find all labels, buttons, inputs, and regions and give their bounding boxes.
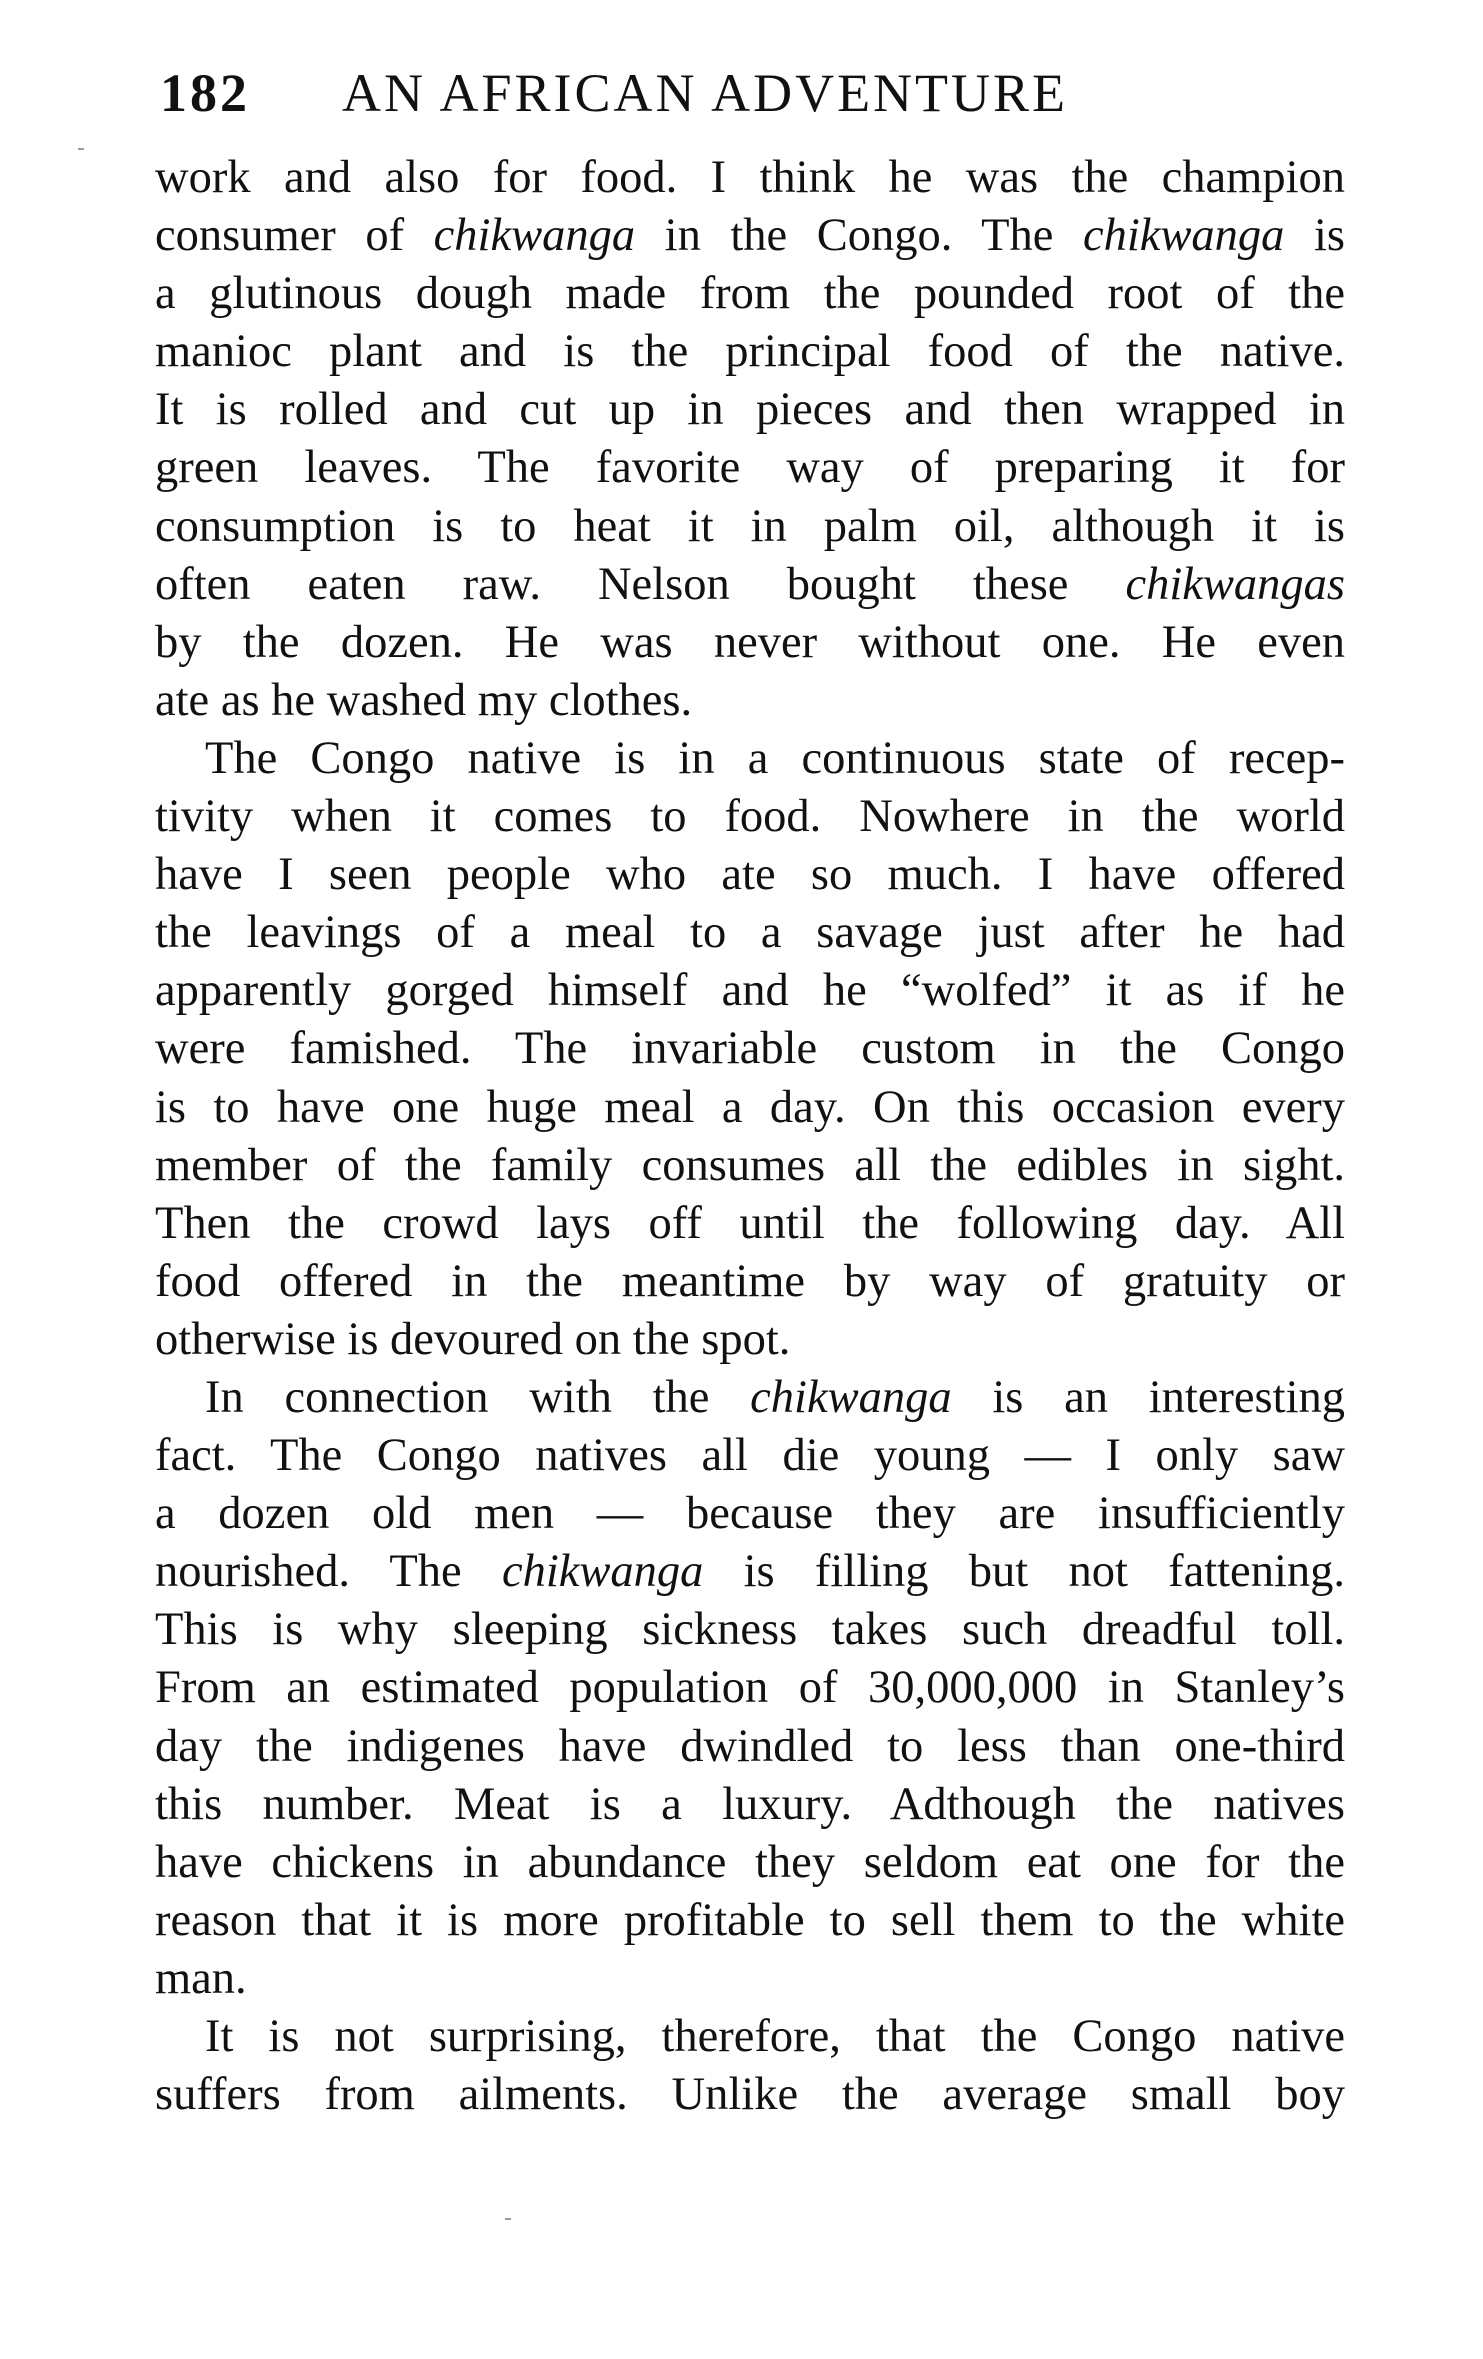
text-line: nourished. The chikwanga is filling but not fattening. <box>155 1546 1345 1598</box>
text-line: Then the crowd lays off until the following day. All <box>155 1197 1345 1249</box>
paragraph-1 <box>155 149 1345 730</box>
italic-word: chikwanga <box>501 1546 704 1598</box>
italic-word: chikwangas <box>1125 558 1345 610</box>
text-line: member of the family consumes all the edibles in sight. <box>155 1139 1345 1191</box>
paragraph-4 <box>155 2008 1345 2124</box>
text-line: have chickens in abundance they seldom eat one for the <box>155 1836 1345 1888</box>
running-title: AN AFRICAN ADVENTURE <box>342 63 1069 123</box>
italic-word: chikwanga <box>1082 210 1285 262</box>
text-line: tivity when it comes to food. Nowhere in the world <box>155 791 1345 843</box>
text-line: ate as he washed my clothes. <box>155 674 693 726</box>
text-line: From an estimated population of 30,000,000 in Stanley’s <box>155 1662 1345 1714</box>
body-text <box>155 149 1345 2124</box>
text-line: consumer of chikwanga in the Congo. The chikwanga is <box>155 210 1346 262</box>
text-line: a glutinous dough made from the pounded root of the <box>155 268 1345 320</box>
text-line: man. <box>155 1952 247 2004</box>
text-line: The Congo native is in a continuous state of recep- <box>205 732 1345 784</box>
paragraph-3 <box>155 1369 1345 2008</box>
page-number: 182 <box>160 63 250 123</box>
text-line: manioc plant and is the principal food of the native. <box>155 326 1345 378</box>
text-line: In connection with the chikwanga is an interesting <box>205 1371 1345 1423</box>
scan-speck <box>505 2218 511 2220</box>
text-line: It is not surprising, therefore, that the Congo native <box>205 2011 1345 2062</box>
text-line: this number. Meat is a luxury. Adthough the natives <box>155 1778 1345 1830</box>
paragraph-2 <box>155 730 1345 1369</box>
text-line: a dozen old men — because they are insufficiently <box>155 1488 1345 1540</box>
text-line: often eaten raw. Nelson bought these chikwangas <box>155 558 1345 610</box>
text-line: This is why sleeping sickness takes such dreadful toll. <box>155 1604 1345 1656</box>
text-line: consumption is to heat it in palm oil, although it is <box>155 500 1345 552</box>
text-line: by the dozen. He was never without one. He even <box>155 616 1345 668</box>
text-line: were famished. The invariable custom in the Congo <box>155 1023 1345 1075</box>
text-line: is to have one huge meal a day. On this occasion every <box>155 1081 1345 1133</box>
text-line: the leavings of a meal to a savage just after he had <box>155 907 1345 959</box>
page-header <box>160 58 1340 128</box>
text-line: day the indigenes have dwindled to less than one-third <box>155 1720 1345 1772</box>
text-line: green leaves. The favorite way of preparing it for <box>155 442 1345 494</box>
text-line: suffers from ailments. Unlike the average small boy <box>155 2069 1345 2121</box>
text-line: reason that it is more profitable to sell them to the white <box>155 1894 1345 1946</box>
text-line: have I seen people who ate so much. I have offered <box>155 849 1345 901</box>
text-line: food offered in the meantime by way of gratuity or <box>155 1255 1345 1307</box>
scan-speck <box>78 148 84 150</box>
text-line: otherwise is devoured on the spot. <box>155 1313 791 1365</box>
text-line: fact. The Congo natives all die young — I only saw <box>155 1430 1345 1482</box>
text-line: It is rolled and cut up in pieces and then wrapped in <box>155 384 1345 436</box>
text-line: work and also for food. I think he was the champion <box>155 152 1345 203</box>
text-line: apparently gorged himself and he “wolfed” it as if he <box>155 965 1345 1017</box>
italic-word: chikwanga <box>750 1371 952 1423</box>
italic-word: chikwanga <box>433 210 636 262</box>
